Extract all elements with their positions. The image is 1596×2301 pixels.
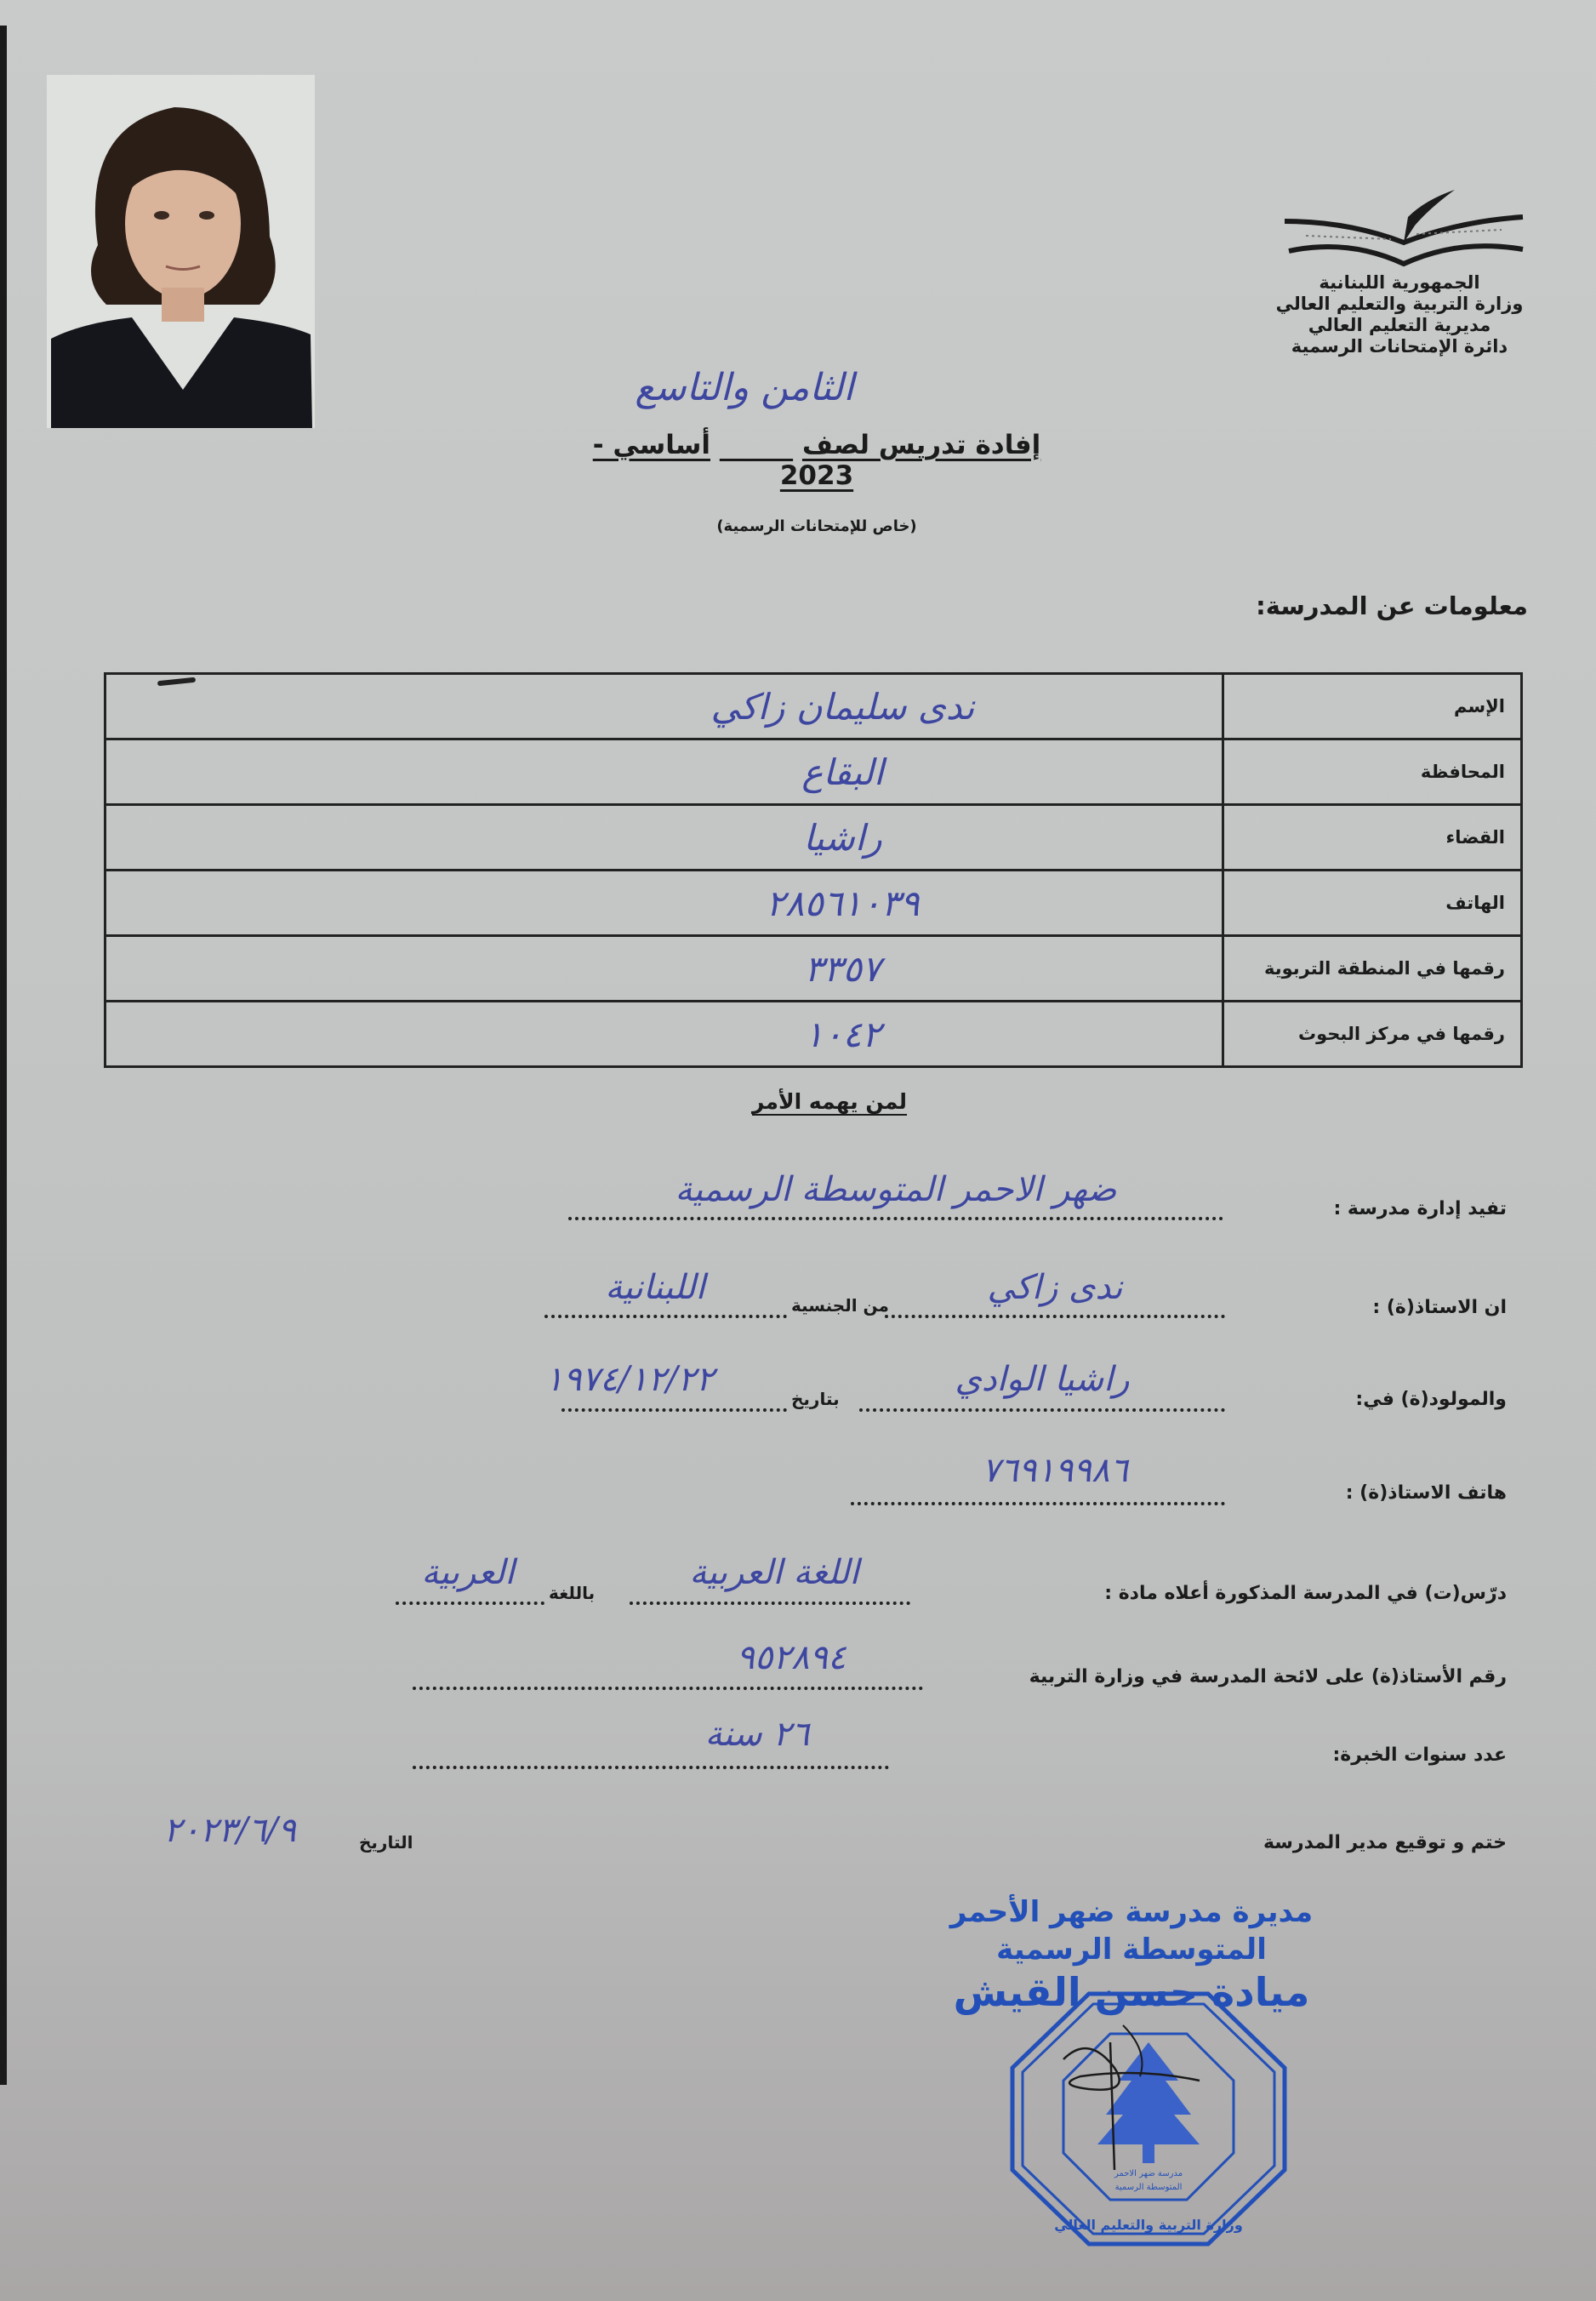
registry-number-label: رقم الأستاذ(ة) على لائحة المدرسة في وزارة التربية	[1029, 1666, 1507, 1687]
date-value[interactable]: ٢٠٢٣/٦/٩	[163, 1811, 296, 1850]
seal-text: وزارة التربية والتعليم العالي	[1054, 2217, 1243, 2233]
ministry-header-line: مديرية التعليم العالي	[1308, 315, 1491, 335]
educational-zone-number-value[interactable]: ٣٣٥٧	[105, 936, 1223, 1002]
birth-date-label: بتاريخ	[791, 1389, 840, 1409]
stamp-line-2: المتوسطة الرسمية	[996, 1933, 1267, 1967]
experience-value[interactable]: ٢٦ سنة	[704, 1715, 810, 1754]
svg-text:مدرسة ضهر الاحمر: مدرسة ضهر الاحمر	[1114, 2169, 1183, 2178]
school-phone-value[interactable]: ٢٨٥٦١٠٣٩	[105, 871, 1223, 936]
document-title	[561, 430, 1072, 491]
school-admin-label: تفيد إدارة مدرسة :	[1333, 1198, 1507, 1219]
document-subtitle: (خاص للإمتحانات الرسمية)	[716, 517, 917, 535]
district-value[interactable]: راشيا	[105, 805, 1223, 871]
registry-number-value[interactable]: ٩٥٢٨٩٤	[736, 1638, 846, 1677]
teacher-label: ان الاستاذ(ة) :	[1372, 1297, 1507, 1318]
educational-zone-number-label: رقمها في المنطقة التربوية	[1223, 936, 1522, 1002]
governorate-value[interactable]: البقاع	[105, 739, 1223, 805]
ministry-header-line: الجمهورية اللبنانية	[1319, 272, 1480, 293]
principal-signature	[1038, 2008, 1208, 2178]
table-row	[105, 1002, 1522, 1067]
title-suffix: أساسي - 2023	[592, 430, 854, 491]
title-prefix: إفادة تدريس لصف	[801, 430, 1041, 460]
school-name-value[interactable]: ندى سليمان زاكي	[105, 674, 1223, 739]
principal-signature-label: ختم و توقيع مدير المدرسة	[1263, 1832, 1507, 1853]
date-label: التاريخ	[359, 1832, 413, 1853]
school-phone-label: الهاتف	[1223, 871, 1522, 936]
stamp-line-1: مديرة مدرسة ضهر الأحمر	[949, 1895, 1314, 1929]
nationality-line	[544, 1315, 787, 1318]
subject-label: درّس(ت) في المدرسة المذكورة أعلاه مادة :	[1104, 1583, 1507, 1604]
school-name-label: الإسم	[1223, 674, 1522, 739]
ministry-logo	[1280, 183, 1527, 268]
governorate-label: المحافظة	[1223, 739, 1522, 805]
birth-date-value[interactable]: ١٩٧٤/١٢/٢٢	[544, 1360, 715, 1399]
table-row	[105, 674, 1522, 739]
nationality-value[interactable]: اللبنانية	[605, 1268, 705, 1307]
portrait-icon	[47, 75, 315, 428]
scan-edge-strip	[0, 26, 7, 2085]
language-label: باللغة	[549, 1583, 596, 1603]
birth-place-value[interactable]: راشيا الوادي	[955, 1360, 1130, 1399]
handwritten-grade: الثامن والتاسع	[635, 366, 854, 409]
birth-place-label: والمولود(ة) في:	[1355, 1389, 1507, 1410]
teacher-name-value[interactable]: ندى زاكي	[987, 1268, 1123, 1307]
open-book-with-quill-icon	[1280, 183, 1527, 268]
ministry-header-line: وزارة التربية والتعليم العالي	[1275, 294, 1524, 314]
school-info-table	[104, 672, 1523, 1068]
ministry-header	[1259, 272, 1540, 357]
birth-date-line	[561, 1408, 787, 1412]
ministry-header-line: دائرة الإمتحانات الرسمية	[1291, 336, 1508, 357]
teacher-phone-value[interactable]: ٧٦٩١٩٩٨٦	[982, 1451, 1128, 1490]
table-row	[105, 871, 1522, 936]
school-admin-value[interactable]: ضهر الاحمر المتوسطة الرسمية	[675, 1170, 1117, 1209]
research-center-number-value[interactable]: ١٠٤٢	[105, 1002, 1223, 1067]
svg-text:المتوسطة الرسمية: المتوسطة الرسمية	[1114, 2183, 1183, 2192]
teacher-name-line	[885, 1315, 1225, 1318]
research-center-number-label: رقمها في مركز البحوث	[1223, 1002, 1522, 1067]
school-section-heading: معلومات عن المدرسة:	[1256, 591, 1528, 620]
school-admin-line	[568, 1217, 1223, 1220]
nationality-label: من الجنسية	[791, 1295, 889, 1316]
subject-line	[630, 1602, 910, 1605]
to-whom-heading: لمن يهمه الأمر	[751, 1089, 908, 1114]
teacher-phone-label: هاتف الاستاذ(ة) :	[1345, 1482, 1507, 1504]
language-value[interactable]: العربية	[421, 1553, 515, 1592]
title-blank	[720, 430, 793, 460]
registry-number-line	[413, 1687, 923, 1690]
stamp-line-3: ميادة حسن القيش	[953, 1969, 1310, 2015]
table-row	[105, 936, 1522, 1002]
district-label: القضاء	[1223, 805, 1522, 871]
table-row	[105, 739, 1522, 805]
subject-value[interactable]: اللغة العربية	[689, 1553, 859, 1592]
birth-place-line	[859, 1408, 1225, 1412]
applicant-photo	[47, 75, 315, 428]
table-row	[105, 805, 1522, 871]
teacher-phone-line	[851, 1502, 1225, 1505]
experience-line	[413, 1766, 889, 1769]
experience-label: عدد سنوات الخبرة:	[1332, 1744, 1507, 1766]
language-line	[396, 1602, 544, 1605]
